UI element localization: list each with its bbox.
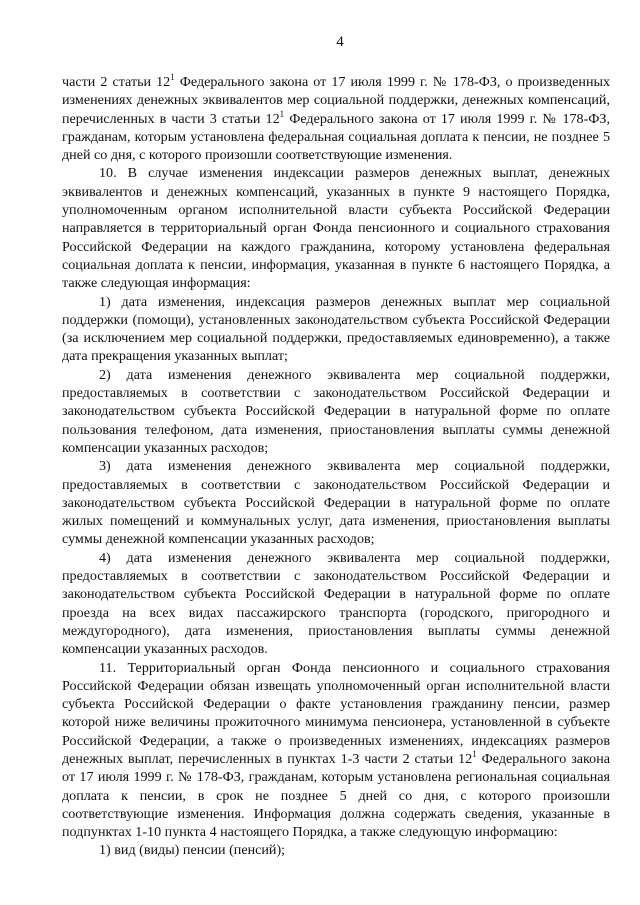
paragraph-10-item-3: 3) дата изменения денежного эквивалента мер социальной поддержки, предоставляемых в соответствии с законодательством Российской Федерации и законодательством субъекта Российской Федерации в натуральной форме по оплате жилых помещений и коммунальных услуг, дата изменения, приостановления выплаты суммы денежной компенсации указанных расходов; [62,458,610,548]
paragraph-11-item-1: 1) вид (виды) пенсии (пенсий); [99,842,286,859]
page-number: 4 [336,34,344,50]
paragraph-10-item-1: 1) дата изменения, индексация размеров денежных выплат мер социальной поддержки (помощи), установленных законодательством субъекта Российской Федерации (за исключением мер социальной поддержки, предоставляемых единовременно), а также дата прекращения указанных выплат; [62,293,610,365]
superscript: 1 [170,72,175,82]
superscript: 1 [472,748,477,759]
paragraph-continuation: части 2 статьи $12^1$ Федерального закона от 17 июля 1999 г. № 178-ФЗ, о произведенных изменениях денежных эквивалентов мер социальной поддержки, денежных компенсаций, перечисленных в части 3 статьи $12^1$ Федерального закона от 17 июля 1999 г. № 178-ФЗ, гражданам, которым установлена федеральная социальная доплата к пенсии, не позднее 5 дней со дня, с которого произошли соответствующие изменения. [62,72,610,164]
superscript: 1 [279,108,285,119]
paragraph-10: 10. В случае изменения индексации размеров денежных выплат, денежных эквивалентов и денежных компенсаций, указанных в пункте 9 настоящего Порядка, уполномоченным органом исполнительной власти субъекта Российской Федерации направляется в территориальный орган Фонда пенсионного и социального страхования Российской Федерации на каждого гражданина, которому установлена федеральная социальная доплата к пенсии, информация, указанная в пункте 6 настоящего Порядка, а также следующая информация: [62,165,610,292]
paragraph-10-item-2: 2) дата изменения денежного эквивалента мер социальной поддержки, предоставляемых в соответствии с законодательством Российской Федерации и законодательством субъекта Российской Федерации в натуральной форме по оплате пользования телефоном, дата изменения, приостановления выплаты суммы денежной компенсации указанных расходов; [62,366,610,456]
paragraph-11: 11. Территориальный орган Фонда пенсионного и социального страхования Российской Федерации обязан извещать уполномоченный орган исполнительной власти субъекта Российской Федерации о факте установления гражданину пенсии, размер которой ниже величины прожиточного минимума пенсионера, установленной в субъекте Российской Федерации, а также о произведенных изменениях, индексациях размеров денежных выплат, перечисленных в пунктах 1-3 части 2 статьи $12^1$ Федерального закона от 17 июля 1999 г. № 178-ФЗ, гражданам, которым установлена региональная социальная доплата к пенсии, в срок не позднее 5 дней со дня, с которого произошли соответствующие изменения. Информация должна содержать сведения, указанные в подпунктах 1-10 пункта 4 настоящего Порядка, а также следующую информацию: [62,659,610,841]
paragraph-10-item-4: 4) дата изменения денежного эквивалента мер социальной поддержки, предоставляемых в соответствии с законодательством Российской Федерации и законодательством субъекта Российской Федерации в натуральной форме по оплате проезда на всех видах пассажирского транспорта (городского, пригородного и междугородного), дата изменения, приостановления выплаты суммы денежной компенсации указанных расходов. [62,549,610,658]
